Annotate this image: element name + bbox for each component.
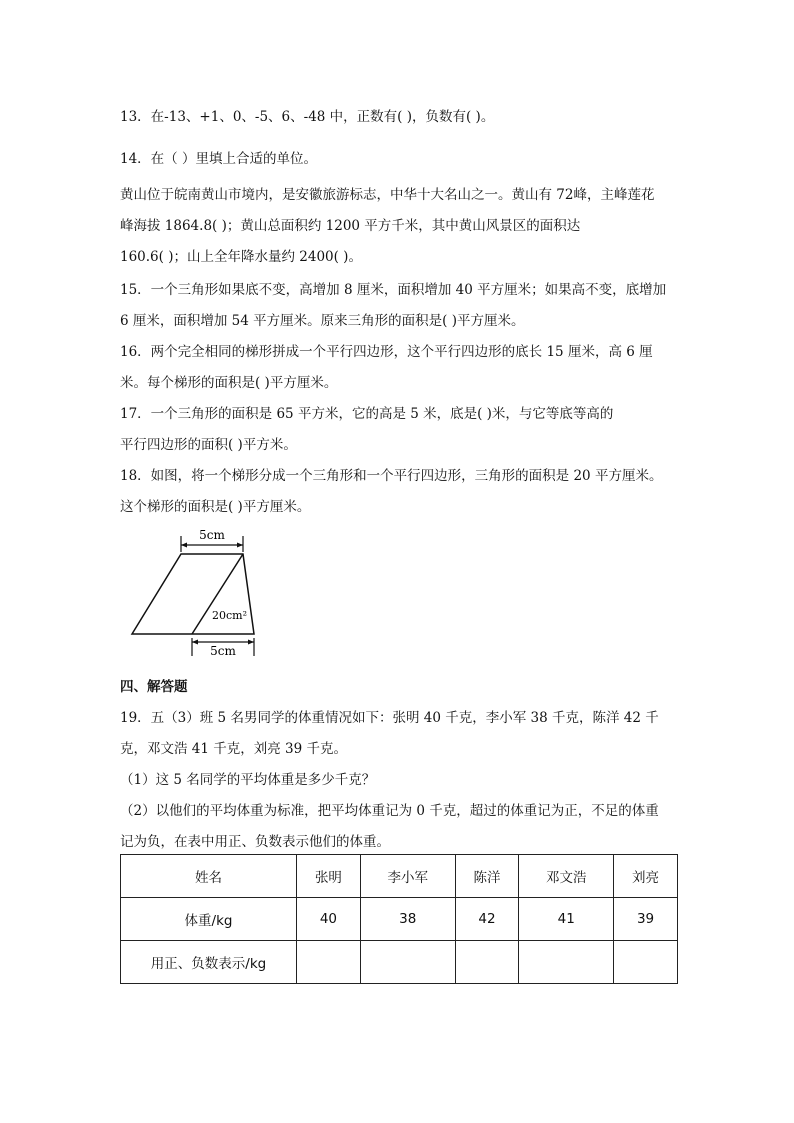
question-14-text-1: 黄山位于皖南黄山市境内，是安徽旅游标志，中华十大名山之一。黄山有 72峰，主峰莲花 (120, 187, 655, 203)
top-dimension-label: 5cm (199, 528, 225, 542)
question-19-line-1: 19．五（3）班 5 名男同学的体重情况如下：张明 40 千克，李小军 38 千克，陈洋 42 千 (120, 710, 659, 726)
top-dim-arrow-left (181, 543, 187, 548)
answer-cell[interactable] (614, 941, 678, 984)
table-cell: 陈洋 (455, 855, 519, 898)
question-14-text-2: 峰海拔 1864.8( )；黄山总面积约 1200 平方千米，其中黄山风景区的面积达 (120, 218, 581, 234)
answer-cell[interactable] (519, 941, 614, 984)
table-cell: 姓名 (121, 855, 297, 898)
question-18-line-2: 这个梯形的面积是( )平方厘米。 (120, 499, 311, 515)
table-cell: 李小军 (360, 855, 455, 898)
bottom-dimension-label: 5cm (210, 644, 236, 658)
table-cell: 用正、负数表示/kg (121, 941, 297, 984)
question-13: 13．在-13、+1、0、-5、6、-48 中，正数有( )，负数有( )。 (120, 109, 495, 125)
question-19-part-1: （1）这 5 名同学的平均体重是多少千克？ (120, 772, 376, 788)
table-cell: 体重/kg (121, 898, 297, 941)
question-19-part-2-line-2: 记为负，在表中用正、负数表示他们的体重。 (120, 834, 390, 850)
question-14-title: 14．在（ ）里填上合适的单位。 (120, 151, 317, 167)
bottom-dim-arrow-right (248, 640, 254, 645)
table-cell: 41 (519, 898, 614, 941)
table-row (121, 855, 678, 898)
top-dim-arrow-right (237, 543, 243, 548)
question-18-line-1: 18．如图，将一个梯形分成一个三角形和一个平行四边形，三角形的面积是 20 平方厘米。 (120, 468, 663, 484)
weight-table (120, 854, 678, 984)
table-cell: 张明 (297, 855, 361, 898)
section-heading: 四、解答题 (120, 679, 188, 695)
table-cell: 邓文浩 (519, 855, 614, 898)
question-16-line-1: 16．两个完全相同的梯形拼成一个平行四边形，这个平行四边形的底长 15 厘米，高 6 厘 (120, 344, 653, 360)
table-cell: 39 (614, 898, 678, 941)
table-row (121, 898, 678, 941)
triangle-area-label: 20cm² (212, 609, 247, 622)
question-14-text-3: 160.6( )；山上全年降水量约 2400( )。 (120, 249, 362, 265)
question-15-line-2: 6 厘米，面积增加 54 平方厘米。原来三角形的面积是( )平方厘米。 (120, 313, 525, 329)
question-19-line-2: 克，邓文浩 41 千克，刘亮 39 千克。 (120, 741, 348, 757)
trapezoid-figure (120, 526, 270, 661)
bottom-dim-arrow-left (192, 640, 198, 645)
table-cell: 40 (297, 898, 361, 941)
answer-cell[interactable] (455, 941, 519, 984)
divider-line (192, 554, 243, 634)
question-19-part-2-line-1: （2）以他们的平均体重为标准，把平均体重记为 0 千克，超过的体重记为正，不足的体重 (120, 803, 659, 819)
question-16-line-2: 米。每个梯形的面积是( )平方厘米。 (120, 375, 338, 391)
table-cell: 42 (455, 898, 519, 941)
answer-cell[interactable] (360, 941, 455, 984)
question-17-line-1: 17．一个三角形的面积是 65 平方米，它的高是 5 米，底是( )米，与它等底等高的 (120, 406, 614, 422)
answer-cell[interactable] (297, 941, 361, 984)
table-cell: 刘亮 (614, 855, 678, 898)
question-17-line-2: 平行四边形的面积( )平方米。 (120, 437, 297, 453)
table-cell: 38 (360, 898, 455, 941)
table-row (121, 941, 678, 984)
question-15-line-1: 15．一个三角形如果底不变，高增加 8 厘米，面积增加 40 平方厘米；如果高不变，底增加 (120, 282, 667, 298)
